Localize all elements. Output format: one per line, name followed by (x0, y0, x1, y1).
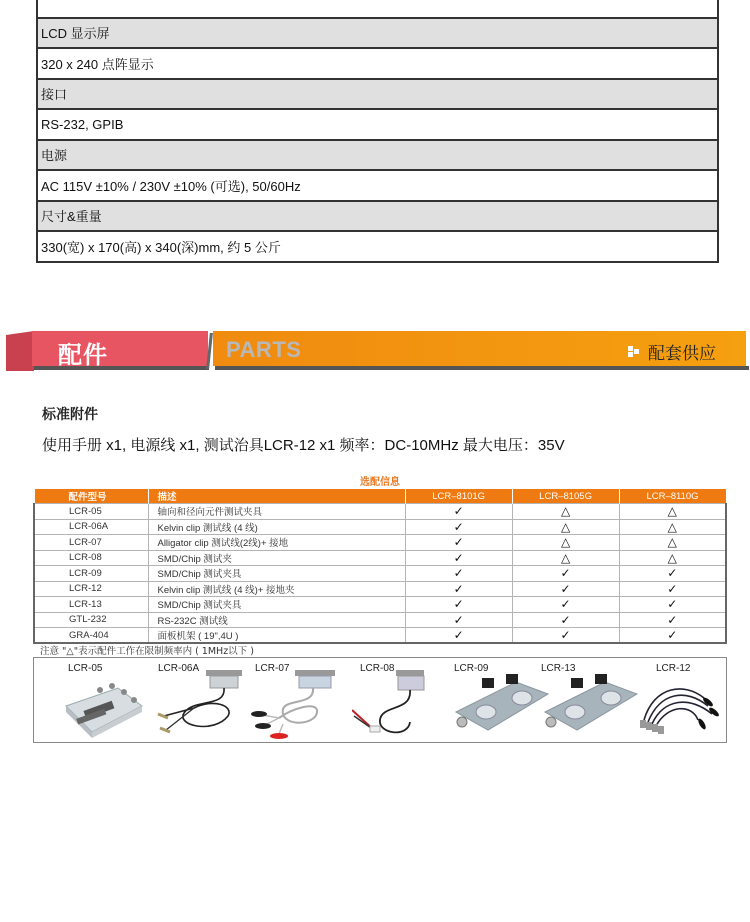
table-row (34, 550, 726, 566)
banner-right-text: 配套供应 (648, 344, 716, 364)
cell-mark: △ (619, 504, 726, 520)
smd-fixture-icon (541, 672, 641, 742)
table-row (34, 519, 726, 535)
cell-mark: ✓ (405, 566, 512, 582)
table-row (34, 535, 726, 551)
product-label: LCR-09 (454, 663, 489, 674)
cell-mark: ✓ (619, 612, 726, 628)
cell-mark: ✓ (512, 628, 619, 644)
spec-value-interface (38, 110, 717, 141)
product-images-strip (33, 657, 727, 743)
table-row (34, 566, 726, 582)
spec-heading-power (38, 141, 717, 172)
standard-accessories-line: 使用手册 x1, 电源线 x1, 测试治具LCR-12 x1 频率：DC-10MHz 最大电压：35V (42, 437, 565, 454)
optional-accessories-table (33, 488, 727, 644)
cell-mark: ✓ (405, 550, 512, 566)
spec-heading-dimensions (38, 202, 717, 233)
product-label: LCR-08 (360, 663, 395, 674)
cell-model: GTL-232 (34, 612, 149, 628)
cell-mark: ✓ (405, 612, 512, 628)
cell-desc: SMD/Chip 测试夹具 (149, 597, 405, 613)
table-row (34, 628, 726, 644)
cell-mark: ✓ (512, 597, 619, 613)
cell-desc: Kelvin clip 测试线 (4 线)+ 接地夹 (149, 581, 405, 597)
col-lcr-8101g: LCR–8101G (405, 489, 512, 504)
banner-title-cn: 配件 (58, 341, 108, 369)
cell-mark: ✓ (512, 566, 619, 582)
spec-heading-interface (38, 80, 717, 111)
fixture-box-icon (58, 676, 148, 738)
standard-accessories-title: 标准附件 (42, 407, 98, 423)
cell-desc: Alligator clip 测试线(2线)+ 接地 (149, 535, 405, 551)
table-row (34, 504, 726, 520)
product-label: LCR-13 (541, 663, 576, 674)
spec-value-text: RS-232, GPIB (41, 116, 124, 132)
col-lcr-8105g: LCR–8105G (512, 489, 619, 504)
cell-model: LCR-06A (34, 519, 149, 535)
spec-heading-text: 接口 (41, 87, 68, 103)
smd-fixture-icon (452, 672, 552, 742)
checker-bullet-icon (628, 346, 640, 358)
cell-desc: 面板机架 ( 19",4U ) (149, 628, 405, 644)
cell-mark: ✓ (405, 628, 512, 644)
optional-note: 注意 "△"表示配件工作在限制频率内 ( 1MHz以下 ) (40, 646, 254, 657)
cell-mark: ✓ (512, 581, 619, 597)
spec-heading-text: 尺寸&重量 (41, 209, 102, 225)
spec-value-power (38, 171, 717, 202)
banner-fold-decoration (6, 331, 34, 371)
cell-mark: △ (619, 519, 726, 535)
cell-mark: ✓ (512, 612, 619, 628)
banner-right-label (628, 339, 716, 364)
cell-model: LCR-08 (34, 550, 149, 566)
cell-mark: △ (512, 504, 619, 520)
cell-mark: ✓ (405, 581, 512, 597)
cell-mark: △ (512, 535, 619, 551)
spec-heading-text: LCD 显示屏 (41, 26, 110, 42)
optional-caption: 选配信息 (360, 477, 400, 488)
table-row (34, 597, 726, 613)
table-row (34, 581, 726, 597)
cell-mark: △ (619, 535, 726, 551)
cell-mark: △ (512, 519, 619, 535)
cell-model: LCR-05 (34, 504, 149, 520)
cell-model: LCR-12 (34, 581, 149, 597)
product-lcr-05 (54, 658, 154, 742)
product-lcr-06a (154, 658, 254, 742)
cell-mark: ✓ (405, 597, 512, 613)
banner-shadow (215, 366, 749, 370)
cell-mark: ✓ (405, 519, 512, 535)
spec-value-text: 330(宽) x 170(高) x 340(深)mm, 约 5 公斤 (41, 239, 281, 255)
cell-mark: ✓ (619, 566, 726, 582)
parts-banner (0, 330, 750, 372)
cell-mark: △ (619, 550, 726, 566)
cell-model: LCR-07 (34, 535, 149, 551)
kelvin-clip-cable-icon (154, 668, 254, 742)
product-lcr-13 (541, 658, 641, 742)
table-row (34, 612, 726, 628)
cell-mark: ✓ (619, 581, 726, 597)
product-label: LCR-05 (68, 663, 103, 674)
cell-desc: SMD/Chip 测试夹 (149, 550, 405, 566)
banner-title-en: PARTS (226, 337, 302, 362)
table-header-row (34, 489, 726, 504)
product-label: LCR-07 (255, 663, 290, 674)
cell-desc: SMD/Chip 测试夹具 (149, 566, 405, 582)
product-label: LCR-06A (158, 663, 200, 674)
cell-desc: RS-232C 测试线 (149, 612, 405, 628)
spec-value-text: AC 115V ±10% / 230V ±10% (可选), 50/60Hz (41, 178, 301, 194)
spec-value-text: 320 x 240 点阵显示 (41, 56, 154, 72)
kelvin-clip-ground-icon (634, 676, 726, 738)
col-lcr-8110g: LCR–8110G (619, 489, 726, 504)
cell-mark: ✓ (619, 628, 726, 644)
col-model: 配件型号 (34, 489, 149, 504)
product-lcr-12 (634, 658, 726, 742)
cell-model: LCR-09 (34, 566, 149, 582)
cell-mark: ✓ (405, 504, 512, 520)
cell-desc: Kelvin clip 测试线 (4 线) (149, 519, 405, 535)
product-label: LCR-12 (656, 663, 691, 674)
spec-heading-lcd (38, 19, 717, 50)
cell-mark: ✓ (619, 597, 726, 613)
cell-desc: 轴向和径向元件测试夹具 (149, 504, 405, 520)
product-lcr-09 (452, 658, 552, 742)
cell-mark: △ (512, 550, 619, 566)
cell-model: GRA-404 (34, 628, 149, 644)
spec-value-lcd (38, 49, 717, 80)
spec-value-dimensions (38, 232, 717, 263)
product-lcr-08 (352, 658, 452, 742)
spec-row-cropped (38, 0, 717, 19)
col-description: 描述 (149, 489, 405, 504)
spec-table (36, 0, 719, 263)
product-lcr-07 (249, 658, 349, 742)
spec-heading-text: 电源 (41, 148, 68, 164)
cell-model: LCR-13 (34, 597, 149, 613)
cell-mark: ✓ (405, 535, 512, 551)
smd-tweezer-cable-icon (352, 668, 452, 742)
alligator-clip-cable-icon (249, 668, 349, 742)
